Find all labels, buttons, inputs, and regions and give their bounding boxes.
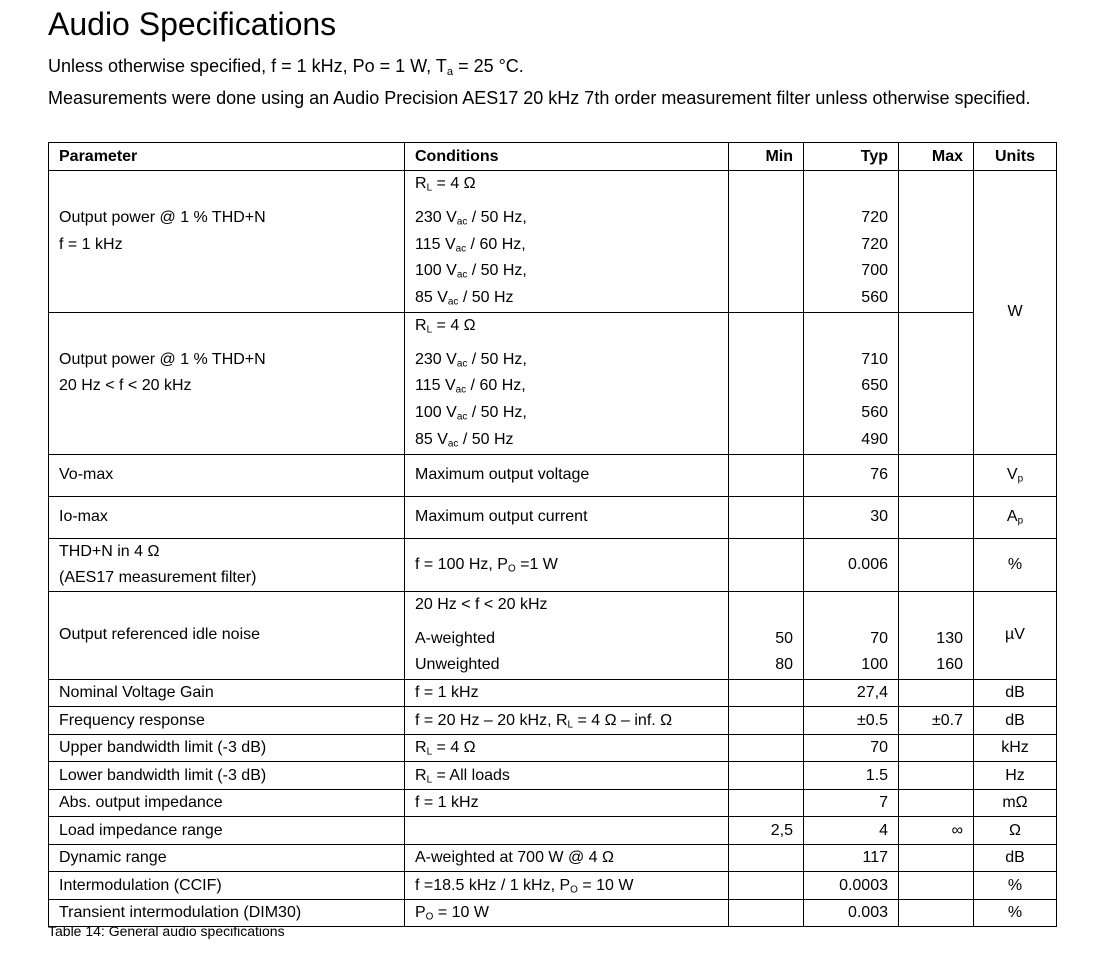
cell-min [729,899,804,927]
cell-units: Ω [974,817,1057,845]
cell-parameter: Output referenced idle noise [49,591,405,679]
cell-max [899,591,974,679]
min-value: 80 [775,656,793,674]
param-line: f = 1 kHz [59,235,123,253]
cell-typ: 0.003 [804,899,899,927]
cell-conditions: Maximum output current [405,496,729,538]
typ-value: 720 [861,235,888,253]
cell-typ: 70 [804,734,899,762]
cond-line: 115 $V_{ac} / 60$ Hz, [415,377,526,396]
cell-units: $A_p$ [974,496,1057,538]
cell-units: kHz [974,734,1057,762]
cond-line: 230 $V_{ac} / 50$ Hz, [415,350,527,370]
typ-value: 70 [870,629,888,647]
cell-parameter: Load impedance range [49,817,405,845]
typ-value: 560 [861,404,888,422]
cond-line: 230 $V_{ac} / 50$ Hz, [415,209,527,228]
param-line: 20 Hz < f < 20 kHz [59,377,192,395]
cell-max [899,312,974,454]
table-row-upper-bandwidth [49,734,1057,762]
cell-conditions [405,817,729,845]
cell-typ: ±0.5 [804,707,899,735]
cell-min [729,844,804,872]
col-header-min: Min [729,143,804,171]
typ-value: 650 [861,377,888,395]
cell-max [899,171,974,313]
cell-parameter: Dynamic range [49,844,405,872]
cell-min [729,591,804,679]
cell-min [729,734,804,762]
table-row-vo-max [49,454,1057,496]
max-value: 160 [936,656,963,674]
cell-typ: 0.006 [804,538,899,591]
cell-min [729,538,804,591]
cond-line: 85 $V_{ac} / 50$ Hz [415,289,514,308]
cell-max [899,899,974,927]
cell-units: dB [974,707,1057,735]
table-row-intermodulation-ccif [49,872,1057,900]
typ-value: 100 [861,656,888,674]
max-value: 130 [936,629,963,647]
cell-units-power: W [974,171,1057,455]
cell-units: Hz [974,762,1057,790]
cell-conditions: $R_L = 4$ Ω [405,734,729,762]
cell-conditions: f = 20 Hz – 20 kHz, $R_L = 4$ Ω – inf. Ω [405,707,729,735]
cond-line: 115 $V_{ac} / 60$ Hz, [415,235,526,255]
cell-typ: 27,4 [804,679,899,707]
cell-typ: 0.0003 [804,872,899,900]
cell-parameter: Vo-max [49,454,405,496]
cell-parameter: Frequency response [49,707,405,735]
cond-line: Unweighted [415,656,500,674]
cell-max [899,538,974,591]
typ-value: 720 [861,209,888,226]
table-row-power-band [49,312,1057,454]
cond-line: 100 $V_{ac} / 50$ Hz, [415,262,527,281]
table-row-output-impedance [49,789,1057,817]
cell-min [729,171,804,313]
min-value: 50 [775,629,793,647]
cell-min: 2,5 [729,817,804,845]
cell-max [899,872,974,900]
table-row-idle-noise [49,591,1057,679]
cell-units: µV [974,591,1057,679]
cell-units: $V_p$ [974,454,1057,496]
cell-parameter: Nominal Voltage Gain [49,679,405,707]
cell-typ: 30 [804,496,899,538]
typ-value: 700 [861,262,888,280]
table-header-row [49,143,1057,171]
cell-min [729,762,804,790]
cell-max [899,762,974,790]
page-title: Audio Specifications [48,6,337,42]
cell-parameter: Transient intermodulation (DIM30) [49,899,405,927]
intro-measurement-note: Measurements were done using an Audio Precision AES17 20 kHz 7th order measurement filter unless otherwise specified. [48,88,1031,108]
param-line: Output power @ 1 % THD+N [59,209,266,226]
cell-units: dB [974,844,1057,872]
cell-parameter: Intermodulation (CCIF) [49,872,405,900]
cell-min [729,872,804,900]
audio-spec-table [48,142,1057,927]
cond-line: A-weighted [415,629,496,647]
cell-max: ∞ [899,817,974,845]
table-row-load-impedance [49,817,1057,845]
cell-typ [804,591,899,679]
cell-parameter: Abs. output impedance [49,789,405,817]
col-header-max: Max [899,143,974,171]
table-row-lower-bandwidth [49,762,1057,790]
typ-value: 560 [861,289,888,307]
cell-parameter: Lower bandwidth limit (-3 dB) [49,762,405,790]
cell-conditions: f = 1 kHz [405,789,729,817]
cond-line: 85 $V_{ac} / 50$ Hz [415,430,514,450]
table-caption: Table 14: General audio specifications [48,923,285,939]
col-header-conditions: Conditions [405,143,729,171]
col-header-units: Units [974,143,1057,171]
cell-typ: 117 [804,844,899,872]
ambient-temp-subscript: a [446,65,454,78]
cell-min [729,454,804,496]
cell-max [899,454,974,496]
cell-max: ±0.7 [899,707,974,735]
cell-units: % [974,899,1057,927]
cell-units: mΩ [974,789,1057,817]
cell-min [729,789,804,817]
cell-min [729,312,804,454]
param-line: THD+N in 4 Ω [59,542,160,560]
cell-typ [804,312,899,454]
cell-max [899,789,974,817]
cond-line: $R_L = 4$ Ω [415,175,476,194]
cell-conditions: $P_O = 10$ W [405,899,729,927]
cell-conditions [405,312,729,454]
table-row-io-max [49,496,1057,538]
typ-value: 710 [861,350,888,368]
cell-conditions [405,171,729,313]
col-header-parameter: Parameter [49,143,405,171]
cell-conditions: A-weighted at 700 W @ 4 Ω [405,844,729,872]
cell-max [899,734,974,762]
table-row-voltage-gain [49,679,1057,707]
table-row-frequency-response [49,707,1057,735]
table-row-power-1khz [49,171,1057,313]
param-line: Output power @ 1 % THD+N [59,350,266,368]
cell-conditions: f = 100 Hz, $P_O =1$ W [405,538,729,591]
intro-conditions-text: Unless otherwise specified, f = 1 kHz, Po = 1 W, T [48,56,447,76]
intro-conditions [48,54,1058,79]
cell-units: % [974,538,1057,591]
cell-conditions: Maximum output voltage [405,454,729,496]
cell-typ: 76 [804,454,899,496]
cell-max [899,844,974,872]
typ-value: 490 [861,430,888,448]
cell-min [729,707,804,735]
cell-max [899,496,974,538]
cond-line: 20 Hz < f < 20 kHz [415,595,548,613]
intro-conditions-tail: = 25 °C. [453,56,524,76]
cell-min [729,496,804,538]
cell-parameter: Io-max [49,496,405,538]
cond-line: 100 $V_{ac} / 50$ Hz, [415,404,527,423]
cell-typ: 1.5 [804,762,899,790]
col-header-typ: Typ [804,143,899,171]
cell-conditions: f =18.5 kHz / 1 kHz, $P_O = 10$ W [405,872,729,900]
cell-typ: 4 [804,817,899,845]
cond-line: $R_L = 4$ Ω [415,316,476,336]
cell-min [729,679,804,707]
table-row-thd-n [49,538,1057,591]
cell-conditions: $R_L$ = All loads [405,762,729,790]
cell-parameter [49,538,405,591]
cell-units: dB [974,679,1057,707]
cell-conditions [405,591,729,679]
cell-max [899,679,974,707]
table-row-dynamic-range [49,844,1057,872]
cell-conditions: f = 1 kHz [405,679,729,707]
cell-parameter: Upper bandwidth limit (-3 dB) [49,734,405,762]
cell-typ [804,171,899,313]
param-line: (AES17 measurement filter) [59,568,257,586]
cell-parameter [49,312,405,454]
cell-units: % [974,872,1057,900]
cell-parameter [49,171,405,313]
cell-typ: 7 [804,789,899,817]
